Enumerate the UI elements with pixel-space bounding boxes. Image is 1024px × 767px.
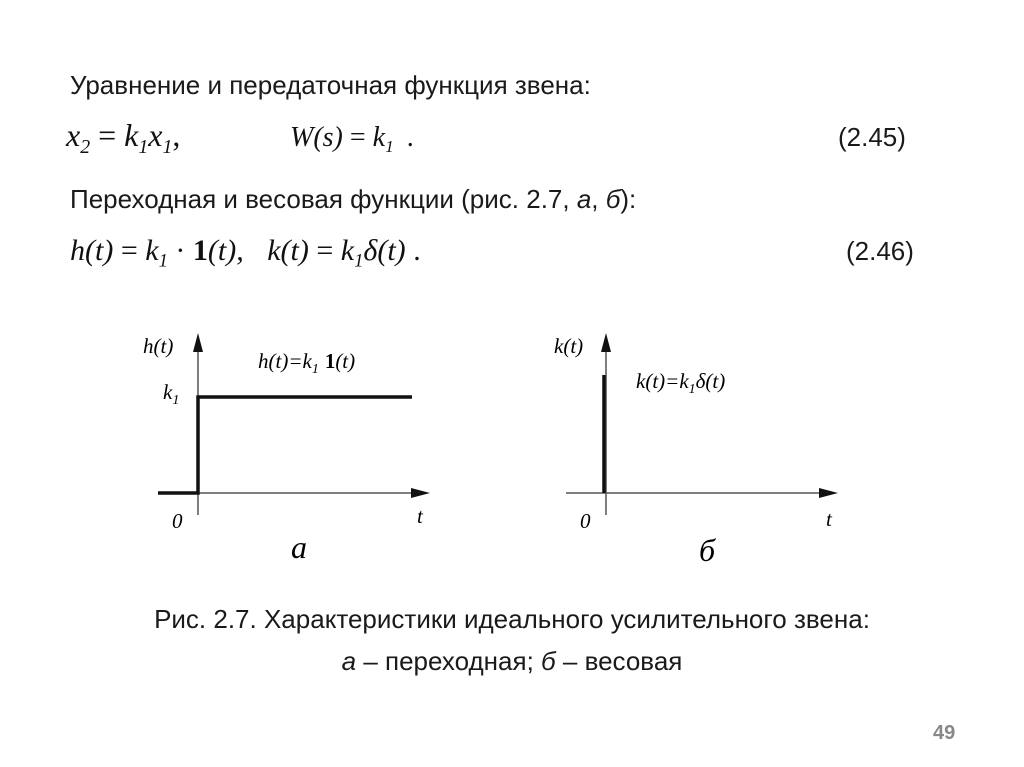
equation-2-46: $h(t) = k_1 \cdot 1(t)$, $k(t) = k_1\delta(t)$ . (70, 234, 421, 272)
graph-b (554, 333, 838, 568)
equation-heading: Уравнение и передаточная функция звена: (70, 70, 591, 100)
figure-caption-line1: Рис. 2.7. Характеристики идеального усилительного звена: (154, 604, 870, 634)
equation-number-2-45: (2.45) (838, 122, 906, 152)
graph-a-y-arrow (193, 333, 203, 352)
graph-a-curve-label: $h(t)=k_1$ 1(t) (258, 349, 356, 377)
graph-a-step-curve (158, 397, 412, 493)
graph-a-x-arrow (411, 488, 430, 498)
graph-b-y-arrow (601, 333, 611, 352)
graph-b-x-label: t (826, 507, 832, 531)
graph-b-letter: б (699, 532, 716, 568)
graph-a-origin: 0 (172, 509, 183, 533)
graph-a-x-label: t (417, 504, 423, 528)
graph-a-letter: а (291, 529, 307, 565)
graph-a-level-label: $k_1$ (163, 380, 180, 408)
graph-a-y-label: h(t) (143, 334, 174, 358)
page-number: 49 (933, 722, 956, 744)
graph-b-curve-label: $k(t)=k_1\delta(t)$ (636, 369, 726, 397)
figure-caption-line2: а – переходная; б – весовая (341, 646, 683, 676)
graph-b-origin: 0 (580, 509, 591, 533)
transfer-function: $W(s) = k_1$ . (290, 122, 414, 157)
graph-a (143, 333, 430, 565)
graph-b-x-arrow (819, 488, 838, 498)
functions-heading: Переходная и весовая функции (рис. 2.7, а, б): (70, 184, 637, 214)
equation-number-2-46: (2.46) (846, 236, 914, 266)
graph-b-y-label: k(t) (554, 334, 584, 358)
equation-2-45: $x_2 = k_1x_1$, (66, 117, 181, 158)
